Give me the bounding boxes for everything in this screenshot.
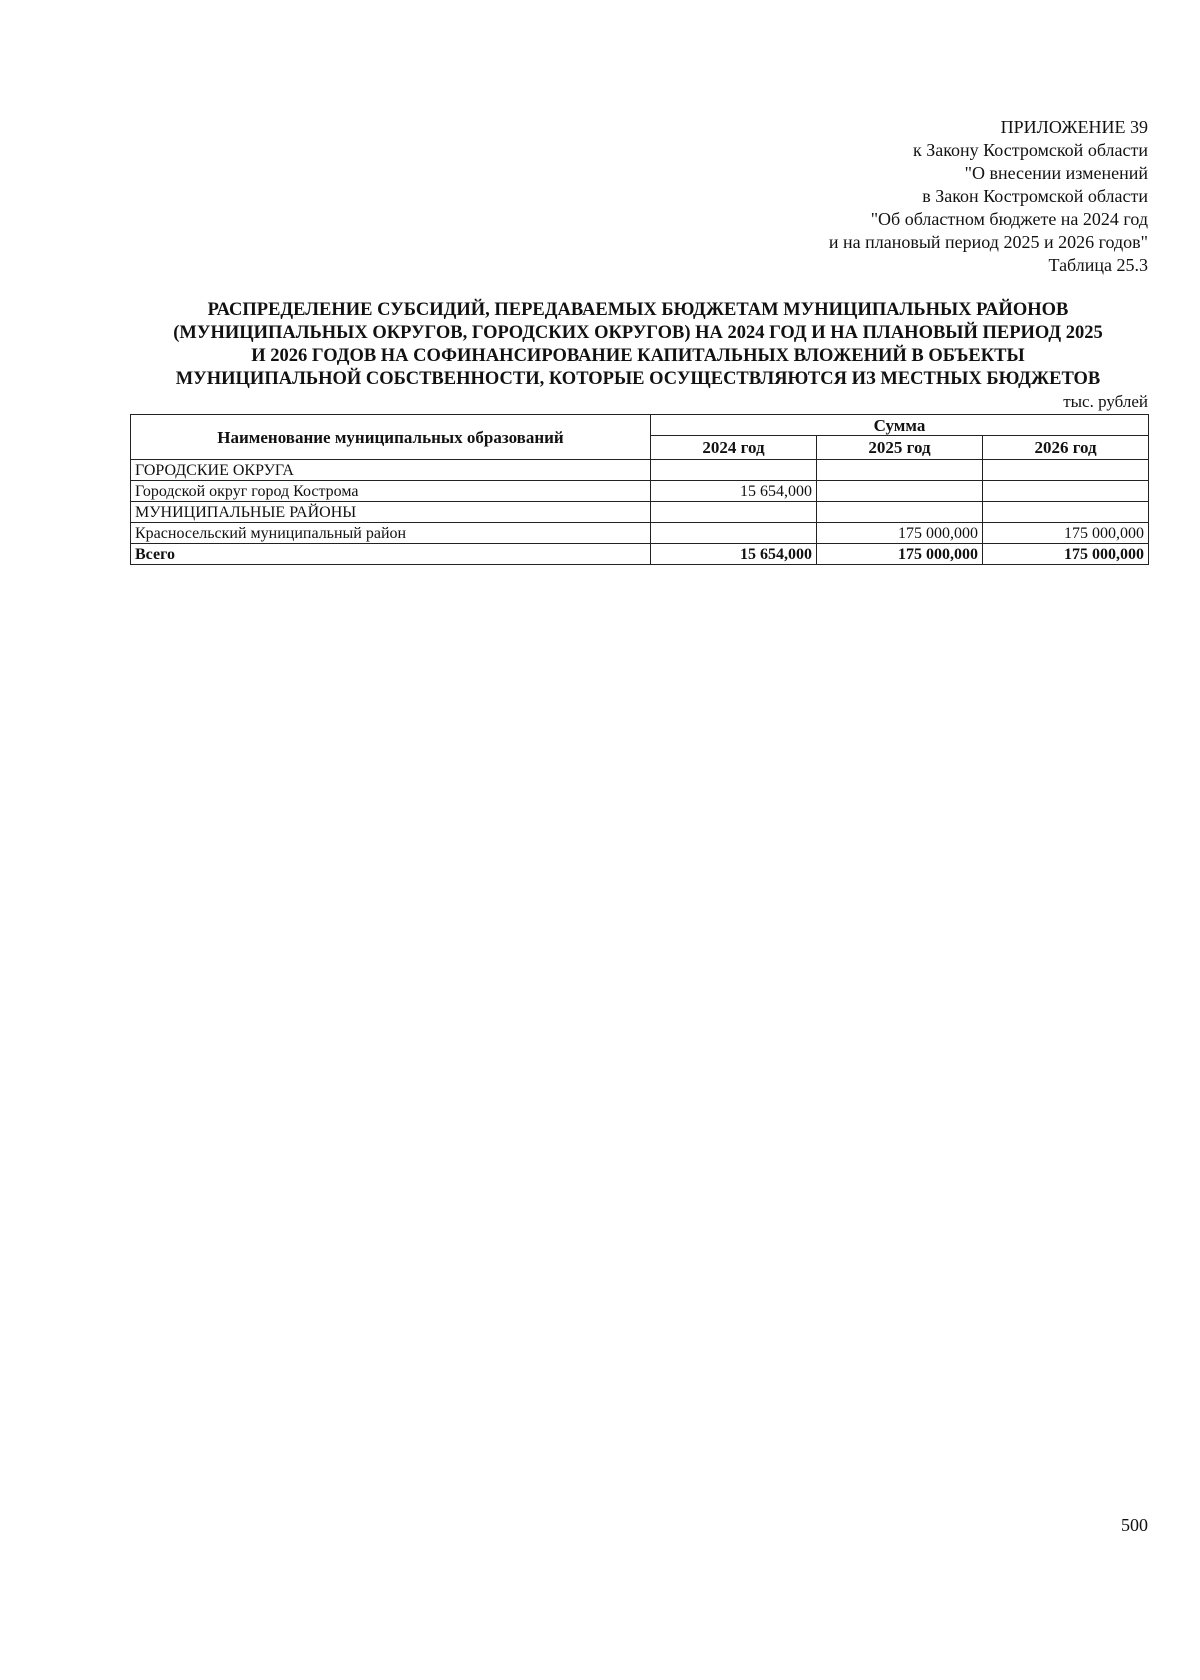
subsidy-table — [130, 414, 1149, 565]
table-row — [131, 481, 1149, 502]
column-header-2025: 2025 год — [817, 436, 983, 460]
table-total-row — [131, 544, 1149, 565]
appendix-law-ref: к Закону Костромской области — [912, 140, 1148, 160]
document-title-line: РАСПРЕДЕЛЕНИЕ СУБСИДИЙ, ПЕРЕДАВАЕМЫХ БЮДЖЕТАМ МУНИЦИПАЛЬНЫХ РАЙОНОВ — [207, 300, 1069, 320]
document-title-line: МУНИЦИПАЛЬНОЙ СОБСТВЕННОСТИ, КОТОРЫЕ ОСУЩЕСТВЛЯЮТСЯ ИЗ МЕСТНЫХ БЮДЖЕТОВ — [175, 369, 1101, 389]
row-value-2024 — [651, 502, 817, 523]
row-name: МУНИЦИПАЛЬНЫЕ РАЙОНЫ — [131, 502, 651, 523]
table-row — [131, 460, 1149, 481]
row-value-2025 — [817, 502, 983, 523]
total-value-2025: 175 000,000 — [817, 544, 983, 565]
row-value-2024: 15 654,000 — [651, 481, 817, 502]
row-value-2026 — [983, 481, 1149, 502]
appendix-number: ПРИЛОЖЕНИЕ 39 — [1000, 117, 1148, 137]
column-header-2024: 2024 год — [651, 436, 817, 460]
row-value-2025: 175 000,000 — [817, 523, 983, 544]
row-value-2024 — [651, 460, 817, 481]
appendix-header — [548, 116, 1148, 277]
total-value-2024: 15 654,000 — [651, 544, 817, 565]
row-value-2025 — [817, 460, 983, 481]
column-header-2026: 2026 год — [983, 436, 1149, 460]
document-title-line: (МУНИЦИПАЛЬНЫХ ОКРУГОВ, ГОРОДСКИХ ОКРУГОВ) НА 2024 ГОД И НА ПЛАНОВЫЙ ПЕРИОД 2025 — [173, 323, 1103, 343]
row-name: Городской округ город Кострома — [131, 481, 651, 502]
document-title-line: И 2026 ГОДОВ НА СОФИНАНСИРОВАНИЕ КАПИТАЛЬНЫХ ВЛОЖЕНИЙ В ОБЪЕКТЫ — [251, 346, 1025, 366]
appendix-law-title-2: в Закон Костромской области — [922, 186, 1148, 206]
column-header-name: Наименование муниципальных образований — [131, 415, 651, 460]
row-value-2026: 175 000,000 — [983, 523, 1149, 544]
units-label: тыс. рублей — [1063, 392, 1148, 411]
appendix-law-title-3: "Об областном бюджете на 2024 год — [870, 209, 1148, 229]
table-row — [131, 502, 1149, 523]
column-header-sum: Сумма — [651, 415, 1149, 436]
table-header-row — [131, 415, 1149, 436]
page-number: 500 — [1121, 1515, 1148, 1535]
appendix-law-title-1: "О внесении изменений — [964, 163, 1148, 183]
document-title — [120, 299, 1156, 391]
row-value-2026 — [983, 502, 1149, 523]
row-name: ГОРОДСКИЕ ОКРУГА — [131, 460, 651, 481]
row-value-2026 — [983, 460, 1149, 481]
appendix-law-title-4: и на плановый период 2025 и 2026 годов" — [828, 232, 1148, 252]
total-value-2026: 175 000,000 — [983, 544, 1149, 565]
table-row — [131, 523, 1149, 544]
table-number: Таблица 25.3 — [1048, 255, 1148, 275]
row-value-2025 — [817, 481, 983, 502]
row-value-2024 — [651, 523, 817, 544]
row-name: Красносельский муниципальный район — [131, 523, 651, 544]
total-label: Всего — [131, 544, 651, 565]
